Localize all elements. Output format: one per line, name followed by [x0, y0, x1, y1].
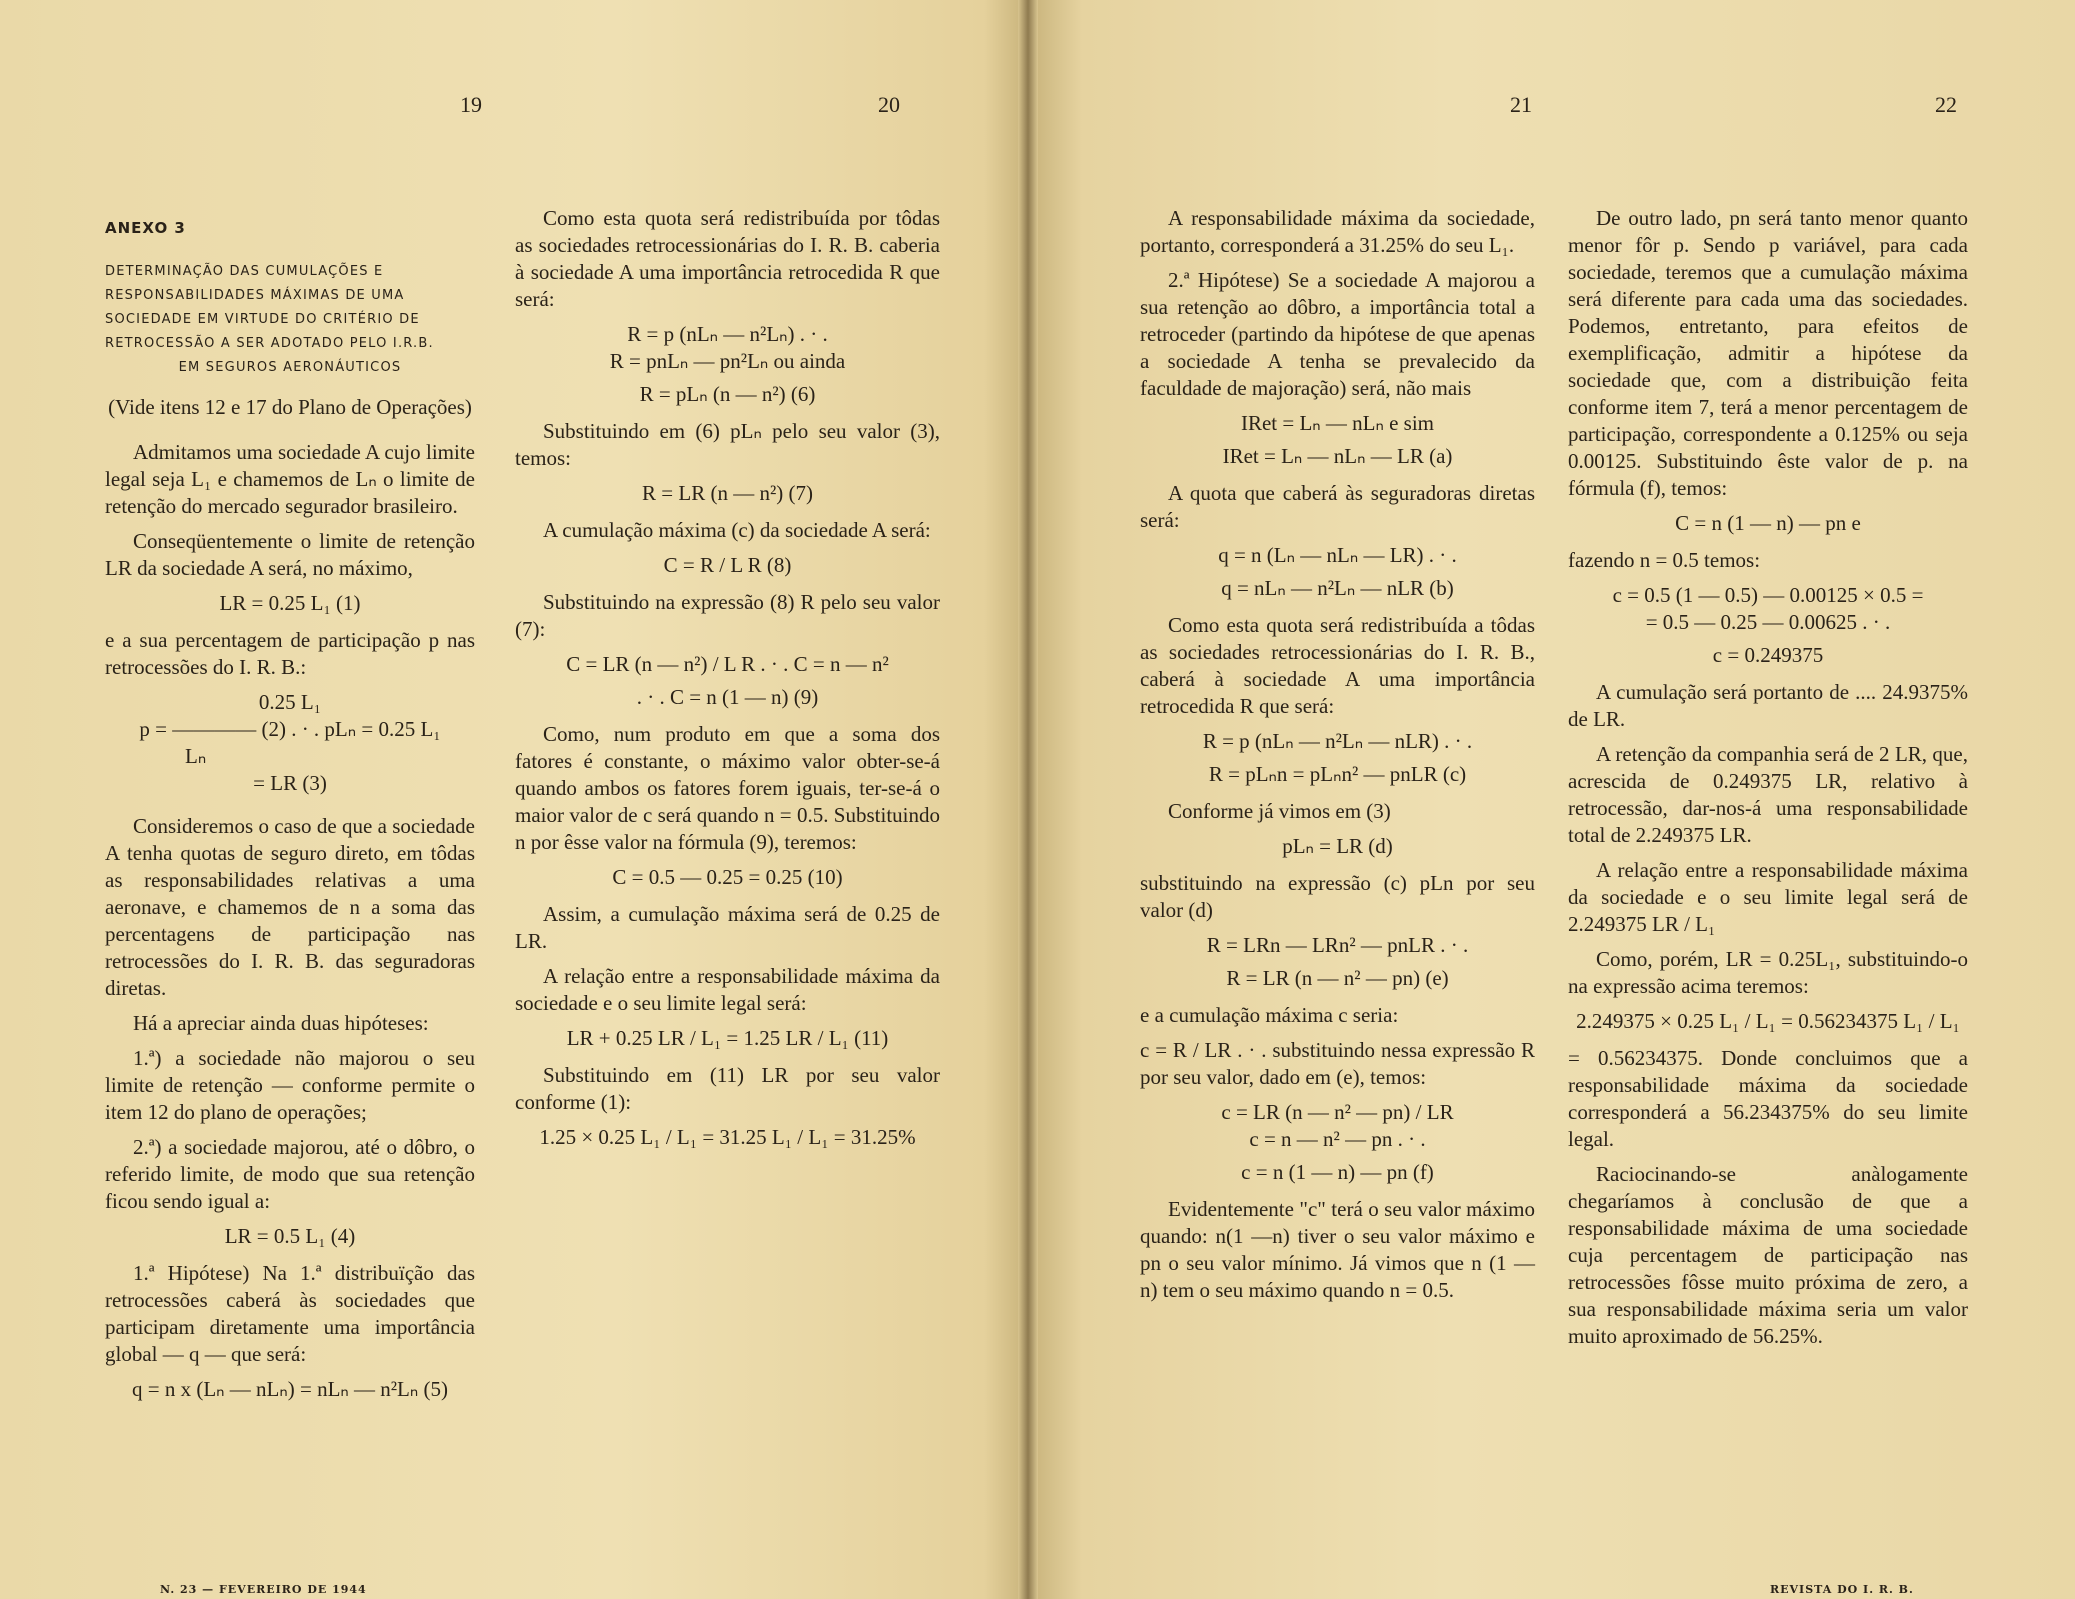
- paragraph: Como, porém, LR = 0.25L₁, substituindo-o na expressão acima teremos:: [1568, 947, 1968, 998]
- equation: R = pLₙ (n — n²) (6): [639, 382, 816, 406]
- heading-line: RESPONSABILIDADES MÁXIMAS DE UMA: [105, 288, 405, 303]
- paragraph: = 0.56234375. Donde concluimos que a responsabilidade máxima da sociedade corresponderá a 56.234375% do seu limite legal.: [1568, 1046, 1968, 1151]
- paragraph: Raciocinando-se anàlogamente chegaríamos à conclusão de que a responsabilidade máxima de uma sociedade cuja percentagem de participação nas retrocessões fôsse muito próxima de zero, a sua responsabilidade máxima seria um valor muito aproximado de 56.25%.: [1568, 1162, 1968, 1348]
- paragraph: Assim, a cumulação máxima será de 0.25 de LR.: [515, 902, 940, 953]
- paragraph: A cumulação máxima (c) da sociedade A será:: [543, 518, 931, 542]
- equation: R = LRn — LRn² — pnLR . · .: [1206, 933, 1469, 957]
- paragraph: substituindo na expressão (c) pLn por seu valor (d): [1140, 871, 1535, 922]
- annex-title: ANEXO 3: [105, 219, 186, 237]
- paragraph: Substituindo em (6) pLₙ pelo seu valor (3), temos:: [515, 419, 940, 470]
- equation: = LR (3): [253, 771, 327, 795]
- book-gutter: [1018, 0, 1038, 1599]
- page-number-20: 20: [878, 92, 900, 117]
- paragraph: Como, num produto em que a soma dos fatores é constante, o máximo valor obter-se-á quando ambos os fatores forem iguais, ter-se-á o maior valor de c será quando n = 0.5. Substituindo n por êsse valor na fórmula (9), teremos:: [515, 722, 940, 854]
- column-page-19: [105, 215, 475, 1413]
- equation: LR = 0.5 L₁ (4): [224, 1224, 356, 1248]
- page-number-21: 21: [1510, 92, 1532, 117]
- heading-line: SOCIEDADE EM VIRTUDE DO CRITÉRIO DE: [105, 312, 420, 327]
- equation: LR = 0.25 L₁ (1): [219, 591, 361, 615]
- equation: R = p (nLₙ — n²Lₙ — nLR) . · .: [1202, 729, 1473, 753]
- paragraph: 1.ª) a sociedade não majorou o seu limite de retenção — conforme permite o item 12 do plano de operações;: [105, 1046, 475, 1124]
- column-page-21: [1140, 205, 1535, 1312]
- equation: q = n x (Lₙ — nLₙ) = nLₙ — n²Lₙ (5): [132, 1377, 448, 1401]
- equation: C = LR (n — n²) / L R . · . C = n — n²: [566, 652, 889, 676]
- equation: p = ———— (2) . · . pLₙ = 0.25 L₁: [139, 717, 441, 741]
- equation: 1.25 × 0.25 L₁ / L₁ = 31.25 L₁ / L₁ = 31.25%: [539, 1125, 916, 1149]
- paragraph: e a sua percentagem de participação p nas retrocessões do I. R. B.:: [105, 628, 475, 679]
- paragraph: A retenção da companhia será de 2 LR, que, acrescida de 0.249375 LR, relativo à retrocessão, dar-nos-á uma responsabilidade total de 2.249375 LR.: [1568, 742, 1968, 847]
- equation: 0.25 L₁: [258, 690, 322, 714]
- equation: c = n — n² — pn . · .: [1249, 1127, 1426, 1151]
- paragraph: Há a apreciar ainda duas hipóteses:: [133, 1011, 429, 1035]
- paragraph: A relação entre a responsabilidade máxima da sociedade e o seu limite legal será de 2.249375 LR / L₁: [1568, 858, 1968, 936]
- equation: c = n (1 — n) — pn (f): [1241, 1160, 1434, 1184]
- footer-magazine: REVISTA DO I. R. B.: [1770, 1583, 1914, 1596]
- paragraph: A quota que caberá às seguradoras diretas será:: [1140, 481, 1535, 532]
- equation: c = 0.5 (1 — 0.5) — 0.00125 × 0.5 =: [1612, 583, 1924, 607]
- equation: IRet = Lₙ — nLₙ e sim: [1240, 411, 1435, 435]
- equation: R = pnLₙ — pn²Lₙ ou ainda: [609, 349, 846, 373]
- equation: Lₙ: [185, 744, 207, 768]
- equation: 2.249375 × 0.25 L₁ / L₁ = 0.56234375 L₁ / L₁: [1576, 1009, 1960, 1033]
- paragraph: 2.ª) a sociedade majorou, até o dôbro, o referido limite, de modo que sua retenção ficou sendo igual a:: [105, 1135, 475, 1213]
- paragraph: Admitamos uma sociedade A cujo limite legal seja L₁ e chamemos de Lₙ o limite de retenção do mercado segurador brasileiro.: [105, 440, 475, 518]
- equation: R = p (nLₙ — n²Lₙ) . · .: [627, 322, 828, 346]
- paragraph: Evidentemente "c" terá o seu valor máximo quando: n(1 —n) tiver o seu valor máximo e pn o seu valor mínimo. Já vimos que n (1 — n) tem o seu máximo quando n = 0.5.: [1140, 1197, 1535, 1302]
- plan-reference: (Vide itens 12 e 17 do Plano de Operações): [108, 395, 472, 419]
- paragraph: A cumulação será portanto de .... 24.9375% de LR.: [1568, 680, 1968, 731]
- column-page-20: [515, 205, 940, 1161]
- heading-line: DETERMINAÇÃO DAS CUMULAÇÕES E: [105, 264, 384, 279]
- equation: C = R / L R (8): [663, 553, 792, 577]
- annex-heading: [105, 260, 475, 380]
- paragraph: Conforme já vimos em (3): [1168, 799, 1391, 823]
- equation: c = 0.249375: [1712, 643, 1824, 667]
- paragraph: 2.ª Hipótese) Se a sociedade A majorou a sua retenção ao dôbro, a importância total a retroceder (partindo da hipótese de que apenas a sociedade A tenha se prevalecido da faculdade de majoração) será, não mais: [1140, 268, 1535, 400]
- footer-issue: N. 23 — FEVEREIRO DE 1944: [160, 1583, 367, 1596]
- paragraph: Consideremos o caso de que a sociedade A tenha quotas de seguro direto, em tôdas as responsabilidades relativas a uma aeronave, e chamemos de n a soma das percentagens de participação nas retrocessões do I. R. B. das seguradoras diretas.: [105, 814, 475, 1000]
- paragraph: Substituindo na expressão (8) R pelo seu valor (7):: [515, 590, 940, 641]
- equation: R = LR (n — n²) (7): [642, 481, 813, 505]
- heading-line: RETROCESSÃO A SER ADOTADO PELO I.R.B.: [105, 336, 434, 351]
- paragraph: Como esta quota será redistribuída por tôdas as sociedades retrocessionárias do I. R. B. caberia à sociedade A uma importância retrocedida R que será:: [515, 206, 940, 311]
- page-number-22: 22: [1935, 92, 1957, 117]
- paragraph: 1.ª Hipótese) Na 1.ª distribuïção das retrocessões caberá às sociedades que participam diretamente uma importância global — q — que será:: [105, 1261, 475, 1366]
- equation: IRet = Lₙ — nLₙ — LR (a): [1222, 444, 1453, 468]
- equation: = 0.5 — 0.25 — 0.00625 . · .: [1645, 610, 1891, 634]
- paragraph: fazendo n = 0.5 temos:: [1568, 548, 1761, 572]
- equation: LR + 0.25 LR / L₁ = 1.25 LR / L₁ (11): [566, 1026, 889, 1050]
- equation: c = R / LR . · . substituindo nessa expressão R por seu valor, dado em (e), temos:: [1140, 1038, 1535, 1089]
- equation: C = n (1 — n) — pn e: [1675, 511, 1861, 535]
- page-number-19: 19: [460, 92, 482, 117]
- equation: C = 0.5 — 0.25 = 0.25 (10): [612, 865, 843, 889]
- equation: R = pLₙn = pLₙn² — pnLR (c): [1208, 762, 1467, 786]
- paragraph: Conseqüentemente o limite de retenção LR da sociedade A será, no máximo,: [105, 529, 475, 580]
- equation: . · . C = n (1 — n) (9): [636, 685, 819, 709]
- paragraph: Substituindo em (11) LR por seu valor conforme (1):: [515, 1063, 940, 1114]
- paragraph: Como esta quota será redistribuída a tôdas as sociedades retrocessionárias do I. R. B., caberá à sociedade A uma importância retrocedida R que será:: [1140, 613, 1535, 718]
- equation: R = LR (n — n² — pn) (e): [1226, 966, 1449, 990]
- equation: c = LR (n — n² — pn) / LR: [1221, 1100, 1454, 1124]
- paragraph: A responsabilidade máxima da sociedade, portanto, corresponderá a 31.25% do seu L₁.: [1140, 206, 1535, 257]
- paragraph: De outro lado, pn será tanto menor quanto menor fôr p. Sendo p variável, para cada sociedade, teremos que a cumulação máxima será diferente para cada uma das sociedades. Podemos, entretanto, para efeitos de exemplificação, admitir a hipótese da sociedade que, com a distribuição feita conforme item 7, terá a menor percentagem de participação, correspondente a 0.125% ou seja 0.00125. Substituindo êste valor de p. na fórmula (f), temos:: [1568, 206, 1968, 500]
- paragraph: e a cumulação máxima c seria:: [1140, 1003, 1399, 1027]
- equation: pLₙ = LR (d): [1282, 834, 1393, 858]
- heading-line: EM SEGUROS AERONÁUTICOS: [178, 360, 402, 375]
- paragraph: A relação entre a responsabilidade máxima da sociedade e o seu limite legal será:: [515, 964, 940, 1015]
- equation: q = nLₙ — n²Lₙ — nLR (b): [1221, 576, 1454, 600]
- column-page-22: [1568, 205, 1968, 1358]
- equation: q = n (Lₙ — nLₙ — LR) . · .: [1218, 543, 1457, 567]
